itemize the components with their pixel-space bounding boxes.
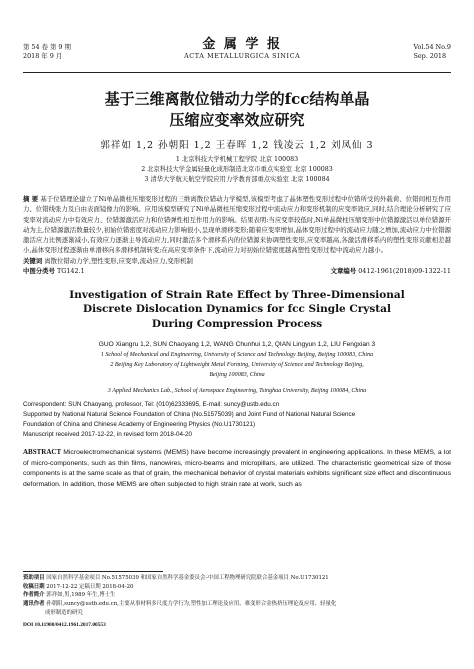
title-cn <box>23 89 451 131</box>
support-line: Supported by National Natural Science Foundation of China (No.51575039) and Joint Fund of National Natural Science <box>23 411 356 419</box>
clc-code: TG142.1 <box>57 266 85 275</box>
journal-name-en: ACTA METALLURGICA SINICA <box>184 52 301 60</box>
title-cn-line: 压缩应变率效应研究 <box>169 111 305 129</box>
volume-en: Vol.54 No.9 <box>413 43 451 51</box>
bio-text: 郭祥如,男,1989 年生,博士生 <box>46 592 116 599</box>
title-en-line: Investigation of Strain Rate Effect by Three-Dimensional <box>69 288 405 301</box>
footnotes <box>23 571 451 629</box>
abstract-en <box>23 447 451 490</box>
affiliation-en: Beijing 100083, China <box>209 372 265 379</box>
abstract-cn-label: 摘 要 <box>23 195 39 203</box>
header-rule <box>23 72 451 73</box>
doc-label: 文章编号 <box>330 266 357 275</box>
affiliations-cn <box>23 155 451 185</box>
authors-en: GUO Xiangru 1,2, SUN Chaoyang 1,2, WANG Chunhui 1,2, QIAN Lingyun 1,2, LIU Fengxian 3 <box>98 341 376 349</box>
volume-issue-cn <box>23 43 71 61</box>
volume-cn: 第 54 卷 第 9 期 <box>23 43 71 51</box>
footnote-corr <box>23 600 451 609</box>
classification-row <box>23 266 451 276</box>
correspondent: Correspondent: SUN Chaoyang, professor, Tel: (010)62333695, E-mail: suncy@ustb.edu.cn <box>23 401 280 409</box>
affiliation-en: 1 School of Mechanical and Engineering, University of Science and Technology Beijing, Beijing 100083, China <box>100 352 374 359</box>
affiliation-cn: 3 清华大学航天航空学院应用力学教育部重点实验室 北京 100084 <box>144 176 330 183</box>
date-cn: 2018 年 9 月 <box>23 52 63 60</box>
journal-name-cn: 金 属 学 报 <box>202 37 282 52</box>
abstract-cn <box>23 194 451 256</box>
keywords-text: 离散位错动力学,塑性变形,应变率,流动应力,变形机制 <box>44 256 193 265</box>
received-text: 2017-12-22 定稿日期 2018-04-20 <box>46 583 134 590</box>
clc-label: 中图分类号 <box>23 266 55 275</box>
corr-text: 孙朝阳,suncy@ustb.edu.cn,主要从事材料多尺度力学行为,塑性加工理论及应用、难变形合金热挤压理论及应用、轻量化 <box>46 601 337 608</box>
footnote-rule <box>23 571 163 572</box>
affiliation-en: 3 Applied Mechanics Lab., School of Aerospace Engineering, Tsinghua University, Beijing 100084, China <box>107 388 367 395</box>
footnote-bio <box>23 591 451 600</box>
keywords-cn <box>23 256 451 266</box>
abstract-cn-text: 基于位错理论建立了Ni单晶微柱压缩变形过程的三维离散位错动力学模型,该模型考虑了晶体塑性变形过程中位错所受的外载荷、位错间相互作用力、位错线张力及自由表面镜像力的影响。应用该模型研究了Ni单晶微柱压缩变形过程中流动应力和变形机制的应变率效应,同时,结合理论分析研究了应变率对流动应力中有效应力、位错源激活应力和位错弹性相互作用力的影响。结果表明:当应变率较低时,Ni单晶微柱压缩变形中位错源激活以单位错源开动为主,位错源激活数量较少,初始位错密度对流动应力影响很小,呈现单滑移变形;随着应变率增加,晶体变形过程中的流动应力随之增加,流动应力中位错源激活应力比例逐渐减小,有效应力逐渐主导流动应力,同时激活多个滑移系内的位错源来协调塑性变形,应变率越高,各激活滑移系内的塑性变形贡献相差越小,晶体变形过程逐渐由单滑移向多滑移机制转变;在高应变率条件下,流动应力对初始位错密度越高塑性变形过程中流动应力越小。 <box>23 195 451 255</box>
abstract-en-label: ABSTRACT <box>23 448 62 457</box>
journal-header <box>23 0 451 69</box>
title-en <box>23 288 451 332</box>
manuscript-dates: Manuscript received 2017-12-22, in revised form 2018-04-20 <box>23 431 193 439</box>
affiliation-cn: 1 北京科技大学机械工程学院 北京 100083 <box>175 156 299 163</box>
journal-masthead <box>184 37 300 60</box>
received-label: 收稿日期 <box>23 583 45 590</box>
footnote-received <box>23 583 451 592</box>
article-meta <box>23 400 451 440</box>
volume-issue-en <box>413 43 451 61</box>
fund-text: 国家自然科学基金项目 No.51575039 和国家自然科学基金委员会–中国工程物理研究院联合基金项目 No.U1730121 <box>46 575 329 581</box>
title-cn-line: 基于三维离散位错动力学的fcc结构单晶 <box>104 90 370 108</box>
authors-cn: 郭祥如 1,2 孙朝阳 1,2 王春晖 1,2 钱凌云 1,2 刘凤仙 3 <box>100 140 374 151</box>
date-en: Sep. 2018 <box>413 52 447 60</box>
title-en-line: During Compression Process <box>151 317 323 330</box>
fund-label: 资助项目 <box>23 575 45 581</box>
corr-text-continued: 成形制造的研究 <box>45 609 83 616</box>
doi: DOI 10.11900/0412.1961.2017.00553 <box>23 621 106 628</box>
affiliation-cn: 2 北京科技大学金属轻量化成形制造北京市重点实验室 北京 100083 <box>141 166 333 173</box>
affiliation-en: 2 Beijing Key Laboratory of Lightweight Metal Forming, University of Science and Technology Beijing, <box>110 362 364 369</box>
bio-label: 作者简介 <box>23 592 45 599</box>
doc-code: 0412-1961(2018)09-1322-11 <box>358 266 451 275</box>
affiliations-en <box>23 350 451 396</box>
title-en-line: Discrete Dislocation Dynamics for fcc Single Crystal <box>83 303 391 316</box>
corr-label: 通讯作者 <box>23 601 45 608</box>
support-line: Foundation of China and Chinese Academy of Engineering Physics (No.U1730121) <box>23 421 256 429</box>
keywords-label: 关键词 <box>23 256 43 265</box>
abstract-en-text: Microelectromechanical systems (MEMS) have become increasingly prevalent in engineering applications. In these MEMS, a lot of micro-components, such as thin films, nanowires, micro-beams and micropillars, are utilized. The characteristic geometrical size of those components is at the same scale as that of grain, the mechanical behavior of crystal materials exhibits significant size effect and discontinuous deformation. In addition, those MEMS are often subjected to high strain rate at work, such as <box>23 449 452 488</box>
footnote-fund <box>23 574 451 583</box>
